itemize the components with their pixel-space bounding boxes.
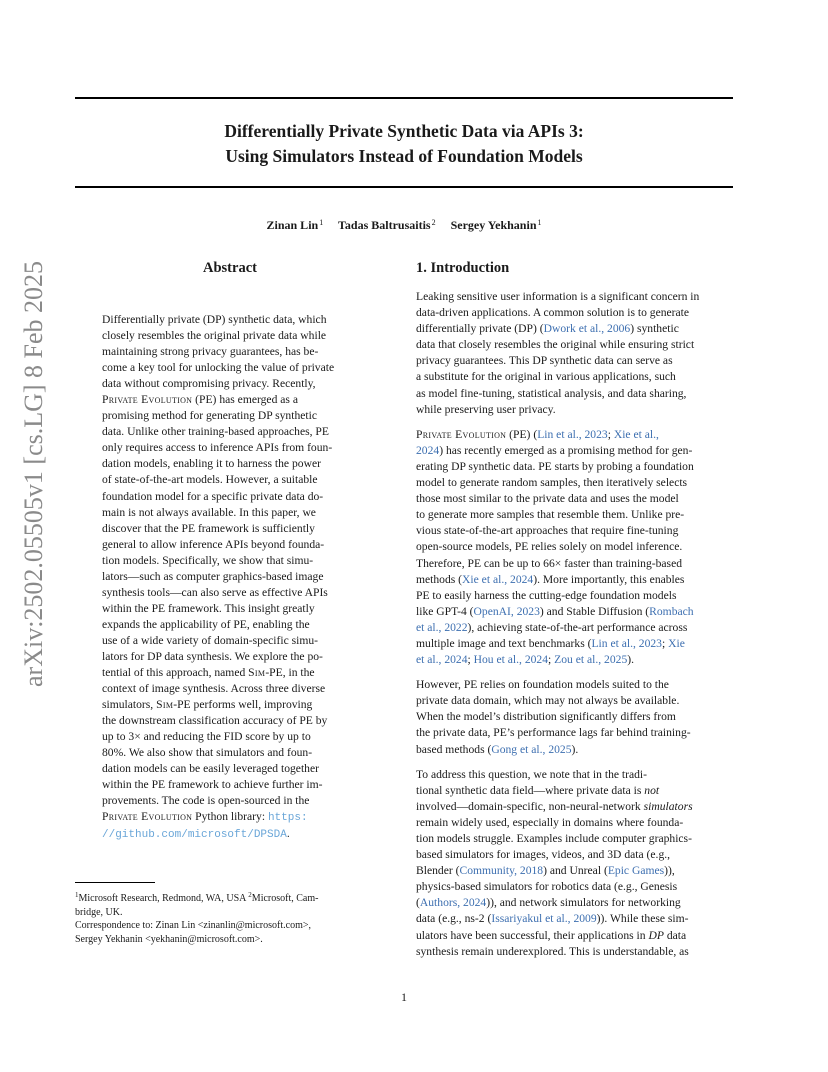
arxiv-stamp: arXiv:2502.05505v1 [cs.LG] 8 Feb 2025 [19, 260, 48, 687]
intro-line: data (e.g., ns-2 (Issariyakul et al., 2009)). While these sim- [416, 912, 689, 926]
intro-line: et al., 2022), achieving state-of-the-art performance across [416, 620, 688, 634]
intro-line: physics-based simulators for robotics data (e.g., Genesis [416, 880, 678, 894]
author-affiliation: 1 [319, 218, 324, 227]
intro-paragraph [416, 677, 734, 757]
abstract-line: discover that the PE framework is sufficiently [102, 521, 315, 535]
intro-line: privacy guarantees. This DP synthetic data can serve as [416, 354, 673, 368]
abstract-line: expands the applicability of PE, enabling the [102, 617, 310, 631]
intro-line: Therefore, PE can be up to 66× faster than training-based [416, 556, 683, 570]
intro-line: PE to easily harness the cutting-edge foundation models [416, 588, 677, 602]
abstract-line: promising method for generating DP synthetic [102, 409, 317, 423]
intro-line: model to generate random samples, then iteratively selects [416, 476, 688, 490]
intro-line: open-source models, PE relies solely on model inference. [416, 540, 683, 554]
abstract-line: Differentially private (DP) synthetic data, which [102, 313, 327, 326]
intro-line: However, PE relies on foundation models suited to the [416, 678, 669, 692]
abstract-body [102, 312, 367, 842]
intro-line: vious state-of-the-art approaches that require fine-tuning [416, 524, 679, 538]
abstract-line: use of a wide variety of domain-specific simu- [102, 633, 319, 647]
intro-line: while preserving user privacy. [416, 402, 556, 416]
intro-line: erating DP synthetic data. PE starts by probing a foundation [416, 459, 694, 473]
abstract-line: the downstream classification accuracy of PE by [102, 714, 328, 728]
page-number: 1 [401, 990, 407, 1004]
intro-line: Blender (Community, 2018) and Unreal (Epic Games)), [416, 864, 675, 878]
intro-line: based methods (Gong et al., 2025). [416, 742, 579, 756]
abstract-line: of state-of-the-art models. However, a suitable [102, 473, 318, 487]
abstract-heading: Abstract [203, 260, 257, 276]
intro-line: ulators have been successful, their applications in DP data [416, 928, 687, 942]
paper-title [75, 119, 733, 169]
footnote-line: Sergey Yekhanin <yekhanin@microsoft.com>. [75, 933, 263, 945]
intro-line: Private Evolution (PE) (Lin et al., 2023; Xie et al., [416, 427, 659, 441]
introduction-body [416, 289, 734, 960]
abstract-line: main is not always available. In this paper, we [102, 505, 316, 519]
intro-line: like GPT-4 (OpenAI, 2023) and Stable Diffusion (Rombach [416, 604, 694, 618]
footnote-line: Correspondence to: Zinan Lin <zinanlin@microsoft.com>, [75, 920, 311, 931]
intro-line: tion models struggle. Examples include computer graphics- [416, 832, 692, 845]
abstract-line: maintaining strong privacy guarantees, has be- [102, 345, 319, 359]
intro-line: tional synthetic data field—where private data is not [416, 783, 660, 797]
intro-line: remain widely used, especially in domains where founda- [416, 815, 684, 829]
abstract-line: general to allow inference APIs beyond founda- [102, 537, 325, 551]
intro-line: the private data, PE’s performance lags far behind training- [416, 726, 691, 740]
abstract-line: foundation model for a specific private data do- [102, 489, 324, 503]
footnote [75, 889, 397, 946]
author-affiliation: 2 [431, 218, 436, 227]
intro-line: involved—domain-specific, non-neural-network simulators [416, 799, 693, 813]
abstract-line: Private Evolution Python library: https: [102, 810, 308, 825]
intro-line: et al., 2024; Hou et al., 2024; Zou et al., 2025). [416, 653, 635, 667]
abstract-line: dation models, enabling it to harness the power [102, 457, 321, 471]
abstract-line: Private Evolution (PE) has emerged as a [102, 393, 298, 407]
intro-line: to generate more samples that resemble them. Unlike pre- [416, 508, 685, 522]
abstract-line: //github.com/microsoft/DPSDA. [102, 826, 290, 841]
introduction-heading: 1. Introduction [416, 260, 510, 276]
author-affiliation: 1 [537, 218, 542, 227]
intro-line: 2024) has recently emerged as a promising method for gen- [416, 443, 693, 457]
footnote-line: $^1$Microsoft Research, Redmond, WA, USA $^2$Microsoft, Cam- [75, 891, 319, 904]
abstract-line: dation models can be easily leveraged together [102, 762, 319, 776]
footnote-rule [75, 882, 155, 883]
author-name: Sergey Yekhanin [450, 218, 537, 232]
intro-line: a substitute for the original in various applications, such [416, 370, 676, 384]
intro-paragraph [416, 427, 734, 668]
intro-line: data-driven applications. A common solution is to generate [416, 306, 690, 320]
intro-line: private data domain, which may not always be available. [416, 694, 680, 708]
abstract-line: up to 3× and reducing the FID score by up to [102, 730, 311, 744]
intro-line: as model fine-tuning, statistical analysis, and data sharing, [416, 386, 687, 400]
intro-line: based simulators for images, videos, and 3D data (e.g., [416, 848, 671, 862]
abstract-line: come a key tool for unlocking the value of private [102, 361, 335, 375]
abstract-line: closely resembles the original private data while [102, 329, 327, 343]
title-line-2: Using Simulators Instead of Foundation Models [225, 146, 583, 166]
intro-line: Leaking sensitive user information is a significant concern in [416, 290, 700, 303]
intro-line: To address this question, we note that in the tradi- [416, 767, 648, 781]
abstract-line: simulators, Sim-PE performs well, improving [102, 698, 313, 712]
intro-line: When the model’s distribution significantly differs from [416, 710, 676, 724]
intro-line: methods (Xie et al., 2024). More importantly, this enables [416, 572, 685, 586]
intro-line: multiple image and text benchmarks (Lin et al., 2023; Xie [416, 636, 685, 650]
intro-line: differentially private (DP) (Dwork et al., 2006) synthetic [416, 322, 679, 336]
abstract-line: synthesis tools—can also serve as effective APIs [102, 585, 328, 599]
title-top-rule [75, 97, 733, 99]
abstract-line: within the PE framework. This insight greatly [102, 601, 315, 615]
abstract-line: provements. The code is open-sourced in the [102, 794, 310, 808]
intro-line: those most similar to the private data and uses the model [416, 492, 679, 506]
abstract-line: lators for DP data synthesis. We explore the po- [102, 649, 323, 663]
abstract-line: 80%. We also show that simulators and foun- [102, 746, 313, 760]
abstract-line: data. Unlike other training-based approaches, PE [102, 425, 329, 439]
abstract-line: lators—such as computer graphics-based image [102, 569, 324, 583]
intro-paragraph [416, 289, 734, 418]
title-bottom-rule [75, 186, 733, 188]
intro-line: synthesis remain underexplored. This is understandable, as [416, 944, 689, 958]
intro-line: (Authors, 2024)), and network simulators for networking [416, 896, 681, 910]
abstract-line: data without compromising privacy. Recently, [102, 377, 316, 391]
footnote-line: bridge, UK. [75, 906, 123, 918]
author-name: Tadas Baltrusaitis [338, 218, 431, 232]
abstract-line: context of image synthesis. Across three diverse [102, 682, 326, 696]
abstract-line: tion models. Specifically, we show that simu- [102, 553, 314, 567]
abstract-line: tential of this approach, named Sim-PE, in the [102, 666, 315, 680]
author-name: Zinan Lin [266, 218, 319, 232]
intro-paragraph [416, 767, 734, 960]
author-list [75, 215, 733, 233]
abstract-line: within the PE framework to achieve further im- [102, 778, 323, 792]
intro-line: data that closely resembles the original while ensuring strict [416, 338, 695, 352]
title-line-1: Differentially Private Synthetic Data via APIs 3: [224, 121, 584, 141]
abstract-line: only requires access to inference APIs from foun- [102, 441, 333, 455]
